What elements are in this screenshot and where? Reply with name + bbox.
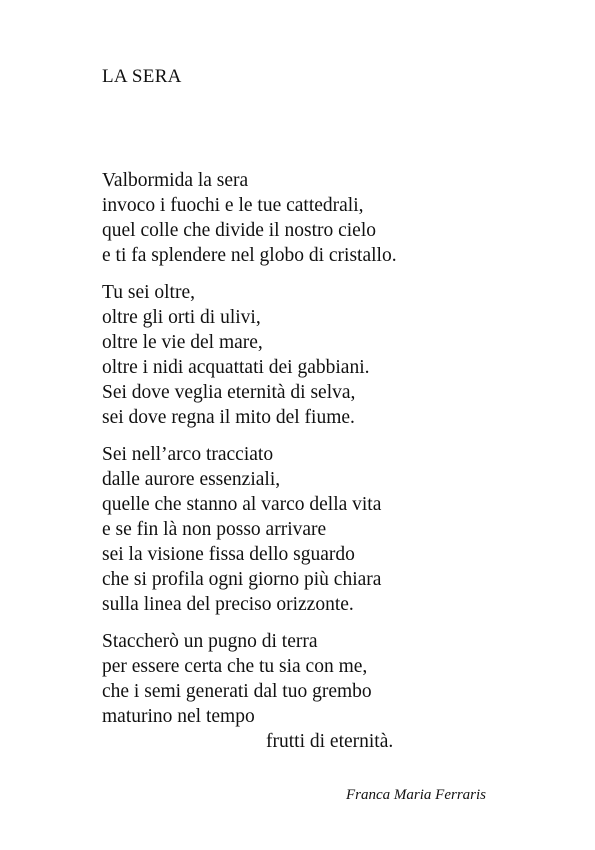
poem-line: Sei dove veglia eternità di selva,	[102, 382, 356, 403]
poem-line: quelle che stanno al varco della vita	[102, 494, 382, 515]
stanza-2	[102, 280, 572, 430]
poem-title: LA SERA	[102, 66, 182, 87]
poem-line: Staccherò un pugno di terra	[102, 631, 318, 652]
stanza-1	[102, 168, 572, 268]
poem-line: sei dove regna il mito del fiume.	[102, 407, 355, 428]
poem-line: per essere certa che tu sia con me,	[102, 656, 368, 677]
poem-line: sei la visione fissa dello sguardo	[102, 544, 355, 565]
stanza-3	[102, 442, 572, 617]
stanza-4	[102, 629, 572, 754]
poem-line: Sei nell’arco tracciato	[102, 444, 274, 465]
poem-line: oltre le vie del mare,	[102, 332, 263, 353]
poem-body	[102, 168, 572, 766]
poem-line: quel colle che divide il nostro cielo	[102, 220, 376, 241]
poem-line: maturino nel tempo	[102, 706, 255, 727]
poem-line-indented: frutti di eternità.	[266, 731, 394, 752]
poem-line: dalle aurore essenziali,	[102, 469, 281, 490]
poem-line: oltre gli orti di ulivi,	[102, 307, 261, 328]
poem-line: che i semi generati dal tuo grembo	[102, 681, 372, 702]
author-signature: Franca Maria Ferraris	[346, 787, 486, 803]
poem-line: che si profila ogni giorno più chiara	[102, 569, 382, 590]
poem-line: Tu sei oltre,	[102, 282, 195, 303]
poem-line: sulla linea del preciso orizzonte.	[102, 594, 354, 615]
poem-line: e se fin là non posso arrivare	[102, 519, 327, 540]
poem-line: oltre i nidi acquattati dei gabbiani.	[102, 357, 370, 378]
poem-line: e ti fa splendere nel globo di cristallo.	[102, 245, 397, 266]
poem-line: invoco i fuochi e le tue cattedrali,	[102, 195, 364, 216]
poem-line: Valbormida la sera	[102, 170, 249, 191]
